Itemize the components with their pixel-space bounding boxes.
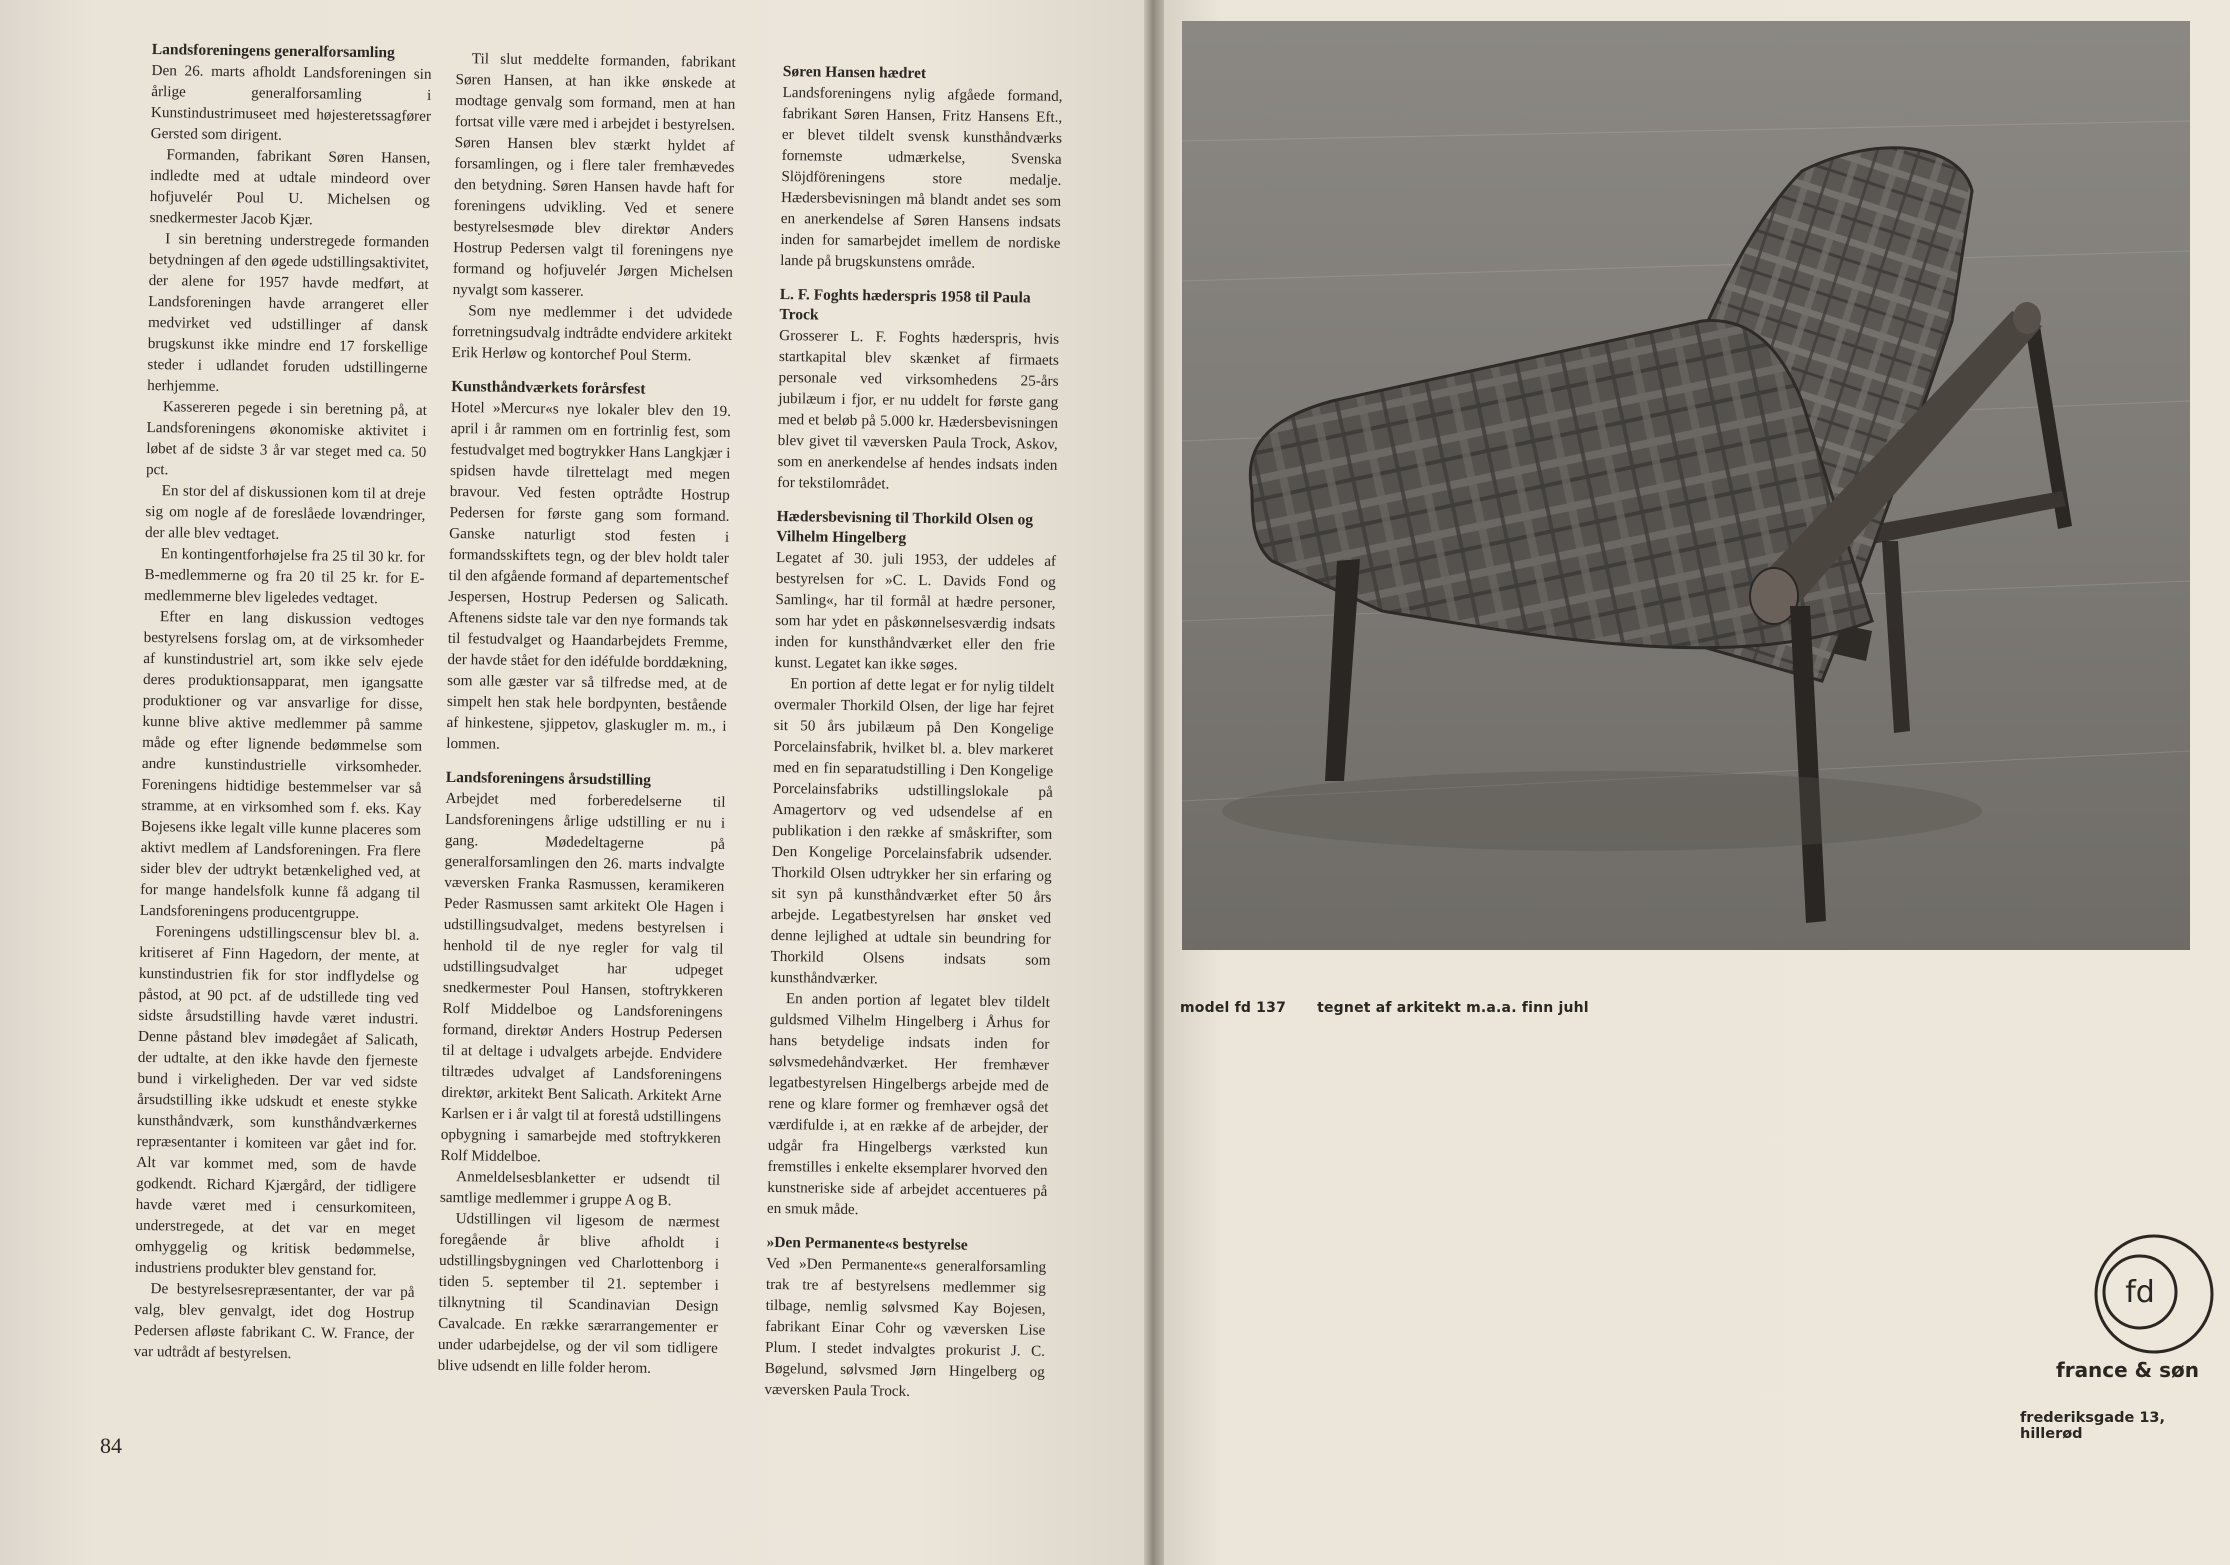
heading-foghts-haederspris: L. F. Foghts hæderspris 1958 til Paula Trock	[779, 285, 1031, 324]
paragraph: Foreningens udstillingscensur blev bl. a. kritiseret af Finn Hagedorn, der mente, at kunstindustrien fik for stor indflydelse og påstod, at 90 pct. af de udstillede ting ved sidste årsudstilling havde været industri. Denne påstand blev imødegået af Salicath, der udtalte, at den ikke havde den fjerneste bund i virkeligheden. Der var ved sidste årsudstilling ikke udskudt et eneste stykke kunsthåndværk, som kunsthåndværkernes repræsentanter i komiteen var gået ind for. Alt var kommet med, som de havde godkendt. Richard Kjærgård, der tidligere havde været med i censurkomiteen, understregede, at det var en meget omhyggelig og kritisk bedømmelse, industriens produkter blev genstand for.	[134, 923, 420, 1280]
paragraph: Udstillingen vil ligesom de nærmest foregående år blive afholdt i udstillingsbygningen ved Charlottenborg i tiden 5. september til 21. september i tilknytning til Scandinavian Design Cavalcade. En række særarrangementer er under udarbejdelse, og der vil som tidligere blive udsendt en lille folder herom.	[437, 1210, 720, 1377]
chair-photo	[1182, 21, 2190, 950]
ad-caption	[1180, 1000, 1615, 1016]
model-label: model fd 137	[1180, 1000, 1287, 1016]
paragraph: Efter en lang diskussion vedtoges bestyrelsens forslag om, at de virksomheder af kunstindustriel art, som ikke selv ejede deres produktionsapparat, men igangsatte produktioner og var ansvarlige for disse, kunne blive aktive medlemmer på samme måde og efter lignende bedømmelse som andre kunstindustrielle virksomheder. Foreningens hidtidige bestemmelser var så stramme, at en virksomhed som f. eks. Kay Bojesens ikke legalt ville kunne placeres som aktivt medlem af Landsforeningen. Fra flere sider blev der udtrykt betænkelighed ved, at for mange handelsfolk kunne få adgang til Landsforeningens producentgruppe.	[139, 608, 425, 922]
paragraph: Hotel »Mercur«s nye lokaler blev den 19. april i år rammen om en fortrinlig fest, som festudvalget med bogtrykker Hans Langkjær i spidsen havde tilrettelagt med megen bravour. Ved festen optrådte Hostrup Pedersen for første gang som formand. Ganske naturligt stod festen i formandsskiftets tegn, og der blev holdt taler til den afgående formand af departementschef Jespersen, Hostrup Pedersen og Salicath. Aftenens sidste tale var den nye formands tak til festudvalget og Haandarbejdets Fremme, der havde stået for den idéfulde borddækning, som alle gæster var så tilfredse med, at de simpelt hen stak hele bordpynten, bestående af hinkestene, sjippetov, glaskugler m. m., i lommen.	[446, 398, 732, 753]
paragraph: De bestyrelsesrepræsentanter, der var på valg, blev genvalgt, idet dog Hostrup Pedersen afløste fabrikant C. W. France, der var udtrådt af bestyrelsen.	[133, 1280, 415, 1363]
paragraph: En kontingentforhøjelse fra 25 til 30 kr. for B-medlemmerne og fra 20 til 25 kr. for E-medlemmerne blev ligeledes vedtaget.	[144, 545, 425, 608]
paragraph: En portion af dette legat er for nylig tildelt overmaler Thorkild Olsen, der lige har fejret sit 50 års jubilæum på Den Kongelige Porcelainsfabrik, hvilket bl. a. blev markeret med en fin separatudstilling i Den Kongelige Porcelainsfabriks udstillingslokale på Amagertorv og ved udsendelse af en publikation i den række af småskrifter, som Den Kongelige Porcelainsfabrik udsender. Thorkild Olsen udtrykker her sin erfaring og sit syn på kunsthåndværket efter 50 års arbejde. Legatbestyrelsen har ønsket ved denne lejlighed at udtale sin beundring for Thorkild Olsens indsats som kunsthåndværker.	[770, 675, 1055, 988]
paragraph: Anmeldelsesblanketter er udsendt til samtlige medlemmer i gruppe A og B.	[439, 1168, 721, 1210]
paragraph: Kassereren pegede i sin beretning på, at Landsforeningens økonomiske aktivitet i løbet af de sidste 3 år var steget med ca. 50 pct.	[145, 398, 427, 479]
paragraph: Som nye medlemmer i det udvidede forretningsudvalg indtrådte endvidere arkitekt Erik Herløw og kontorchef Poul Sterm.	[451, 302, 733, 365]
heading-den-permanente: »Den Permanente«s bestyrelse	[766, 1233, 968, 1254]
paragraph: Landsforeningens nylig afgåede formand, fabrikant Søren Hansen, Fritz Hansens Eft., er blevet tildelt svensk kunsthåndværks fornemste udmærkelse, Svenska Slöjdföreningens store medalje. Hædersbevisningen må blandt andet ses som en anerkendelse af Søren Hansens indsats inden for samarbejdet imellem de nordiske lande på brugskunstens område.	[780, 83, 1063, 272]
chair-illustration	[1182, 21, 2190, 950]
brand-name: france & søn	[2056, 1358, 2199, 1382]
heading-aarsudstilling: Landsforeningens årsudstilling	[445, 768, 652, 789]
paragraph: Legatet af 30. juli 1953, der uddeles af bestyrelsen for »C. L. Davids Fond og Samling«, har til formål at hædre personer, som har ydet en påskønnelsesværdig indsats inden for kunsthåndværket eller den frie kunst. Legatet kan ikke søges.	[774, 548, 1057, 674]
heading-haedersbevisning: Hædersbevisning til Thorkild Olsen og Vilhelm Hingelberg	[776, 507, 1034, 547]
paragraph: Grosserer L. F. Foghts hæderspris, hvis startkapital blev skænket af firmaets personale ved virksomhedens 25-års jubilæum i fjor, er nu uddelt for første gang med et beløb på 5.000 kr. Hædersbevisningen blev givet til væversken Paula Trock, Askov, som en anerkendelse af hendes indsats inden for tekstilområdet.	[777, 326, 1060, 493]
heading-generalforsamling: Landsforeningens generalforsamling	[151, 40, 395, 62]
article-column-2	[437, 48, 736, 1380]
article-column-3	[764, 62, 1063, 1404]
logo-text: fd	[2125, 1275, 2155, 1310]
paragraph: Ved »Den Permanente«s generalforsamling trak tre af bestyrelsens medlemmer sig tilbage, nemlig sølvsmed Kay Bojesen, fabrikant Einar Cohr og væversken Lise Plum. I stedet indvalgtes prokurist J. C. Bøgelund, sølvsmed Jørn Hingelberg og væversken Paula Trock.	[764, 1254, 1047, 1400]
paragraph: En stor del af diskussionen kom til at dreje sig om nogle af de foreslåede lovændringer, der alle blev vedtaget.	[145, 482, 426, 543]
designer-label: tegnet af arkitekt m.a.a. finn juhl	[1317, 1000, 1589, 1016]
book-gutter	[1144, 0, 1164, 1565]
paragraph: Den 26. marts afholdt Landsforeningen sin årlige generalforsamling i Kunstindustrimuseet med højesteretssagfører Gersted som dirigent.	[150, 61, 432, 144]
paragraph: Arbejdet med forberedelserne til Landsforeningens årlige udstilling er nu i gang. Mødedeltagerne på generalforsamlingen den 26. marts indvalgte væversken Franka Rasmussen, keramikeren Peder Rasmussen samt arkitekt Ole Hagen i udstillingsudvalget, medens bestyrelsen i henhold til de nye regler for valg til udstillingsudvalget har udpeget snedkermester Poul Hansen, stoftrykkeren Rolf Middelboe og Landsforeningens formand, direktør Anders Hostrup Pedersen til at deltage i udvalgets arbejde. Endvidere tiltrædes udvalget af Landsforeningens direktør, arkitekt Bent Salicath. Arkitekt Arne Karlsen er i år valgt til at forestå udstillingens opbygning i samarbejde med stoftrykkeren Rolf Middelboe.	[440, 789, 726, 1166]
article-column-1	[134, 40, 432, 1366]
heading-foraarsfest: Kunsthåndværkets forårsfest	[451, 377, 646, 398]
paragraph: Formanden, fabrikant Søren Hansen, indledte med at udtale mindeord over hofjuvelér Poul U. Michelsen og snedkermester Jacob Kjær.	[149, 146, 431, 229]
paragraph: En anden portion af legatet blev tildelt guldsmed Vilhelm Hingelberg i Århus for hans betydelige indsats inden for sølvsmedehåndværket. Her fremhæver legatbestyrelsen Hingelbergs arbejde med de rene og klare former og fremhæver også det værdifulde i, at en række af de arbejder, der udgår fra Hingelbergs værksted kun fremstilles i enkelte eksemplarer hvorved den kunstneriske side af arbejdet accentueres på en smuk måde.	[766, 990, 1051, 1219]
heading-soeren-hansen: Søren Hansen hædret	[782, 62, 927, 82]
paragraph: I sin beretning understregede formanden betydningen af den øgede udstillingsaktivitet, der alene for 1957 havde medført, at Landsforeningen havde arrangeret eller medvirket ved udstillinger af dansk brugskunst ikke mindre end 17 forskellige steder i udlandet foruden udstillingerne herhjemme.	[147, 230, 430, 395]
brand-address: frederiksgade 13, hillerød	[2020, 1410, 2166, 1442]
paragraph: Til slut meddelte formanden, fabrikant Søren Hansen, at han ikke ønskede at modtage genvalg som formand, men at han fortsat ville være med i arbejdet i bestyrelsen. Søren Hansen blev stærkt hyldet af forsamlingen, og i flere taler fremhævedes den betydning. Søren Hansen havde haft for foreningens udvikling. Ved et senere bestyrelsesmøde blev direktør Anders Hostrup Pedersen valgt til foreningens nye formand og hofjuvelér Jørgen Michelsen nyvalgt som kasserer.	[452, 50, 736, 300]
page-number: 84	[100, 1433, 122, 1458]
fd-logo	[2092, 1232, 2216, 1356]
